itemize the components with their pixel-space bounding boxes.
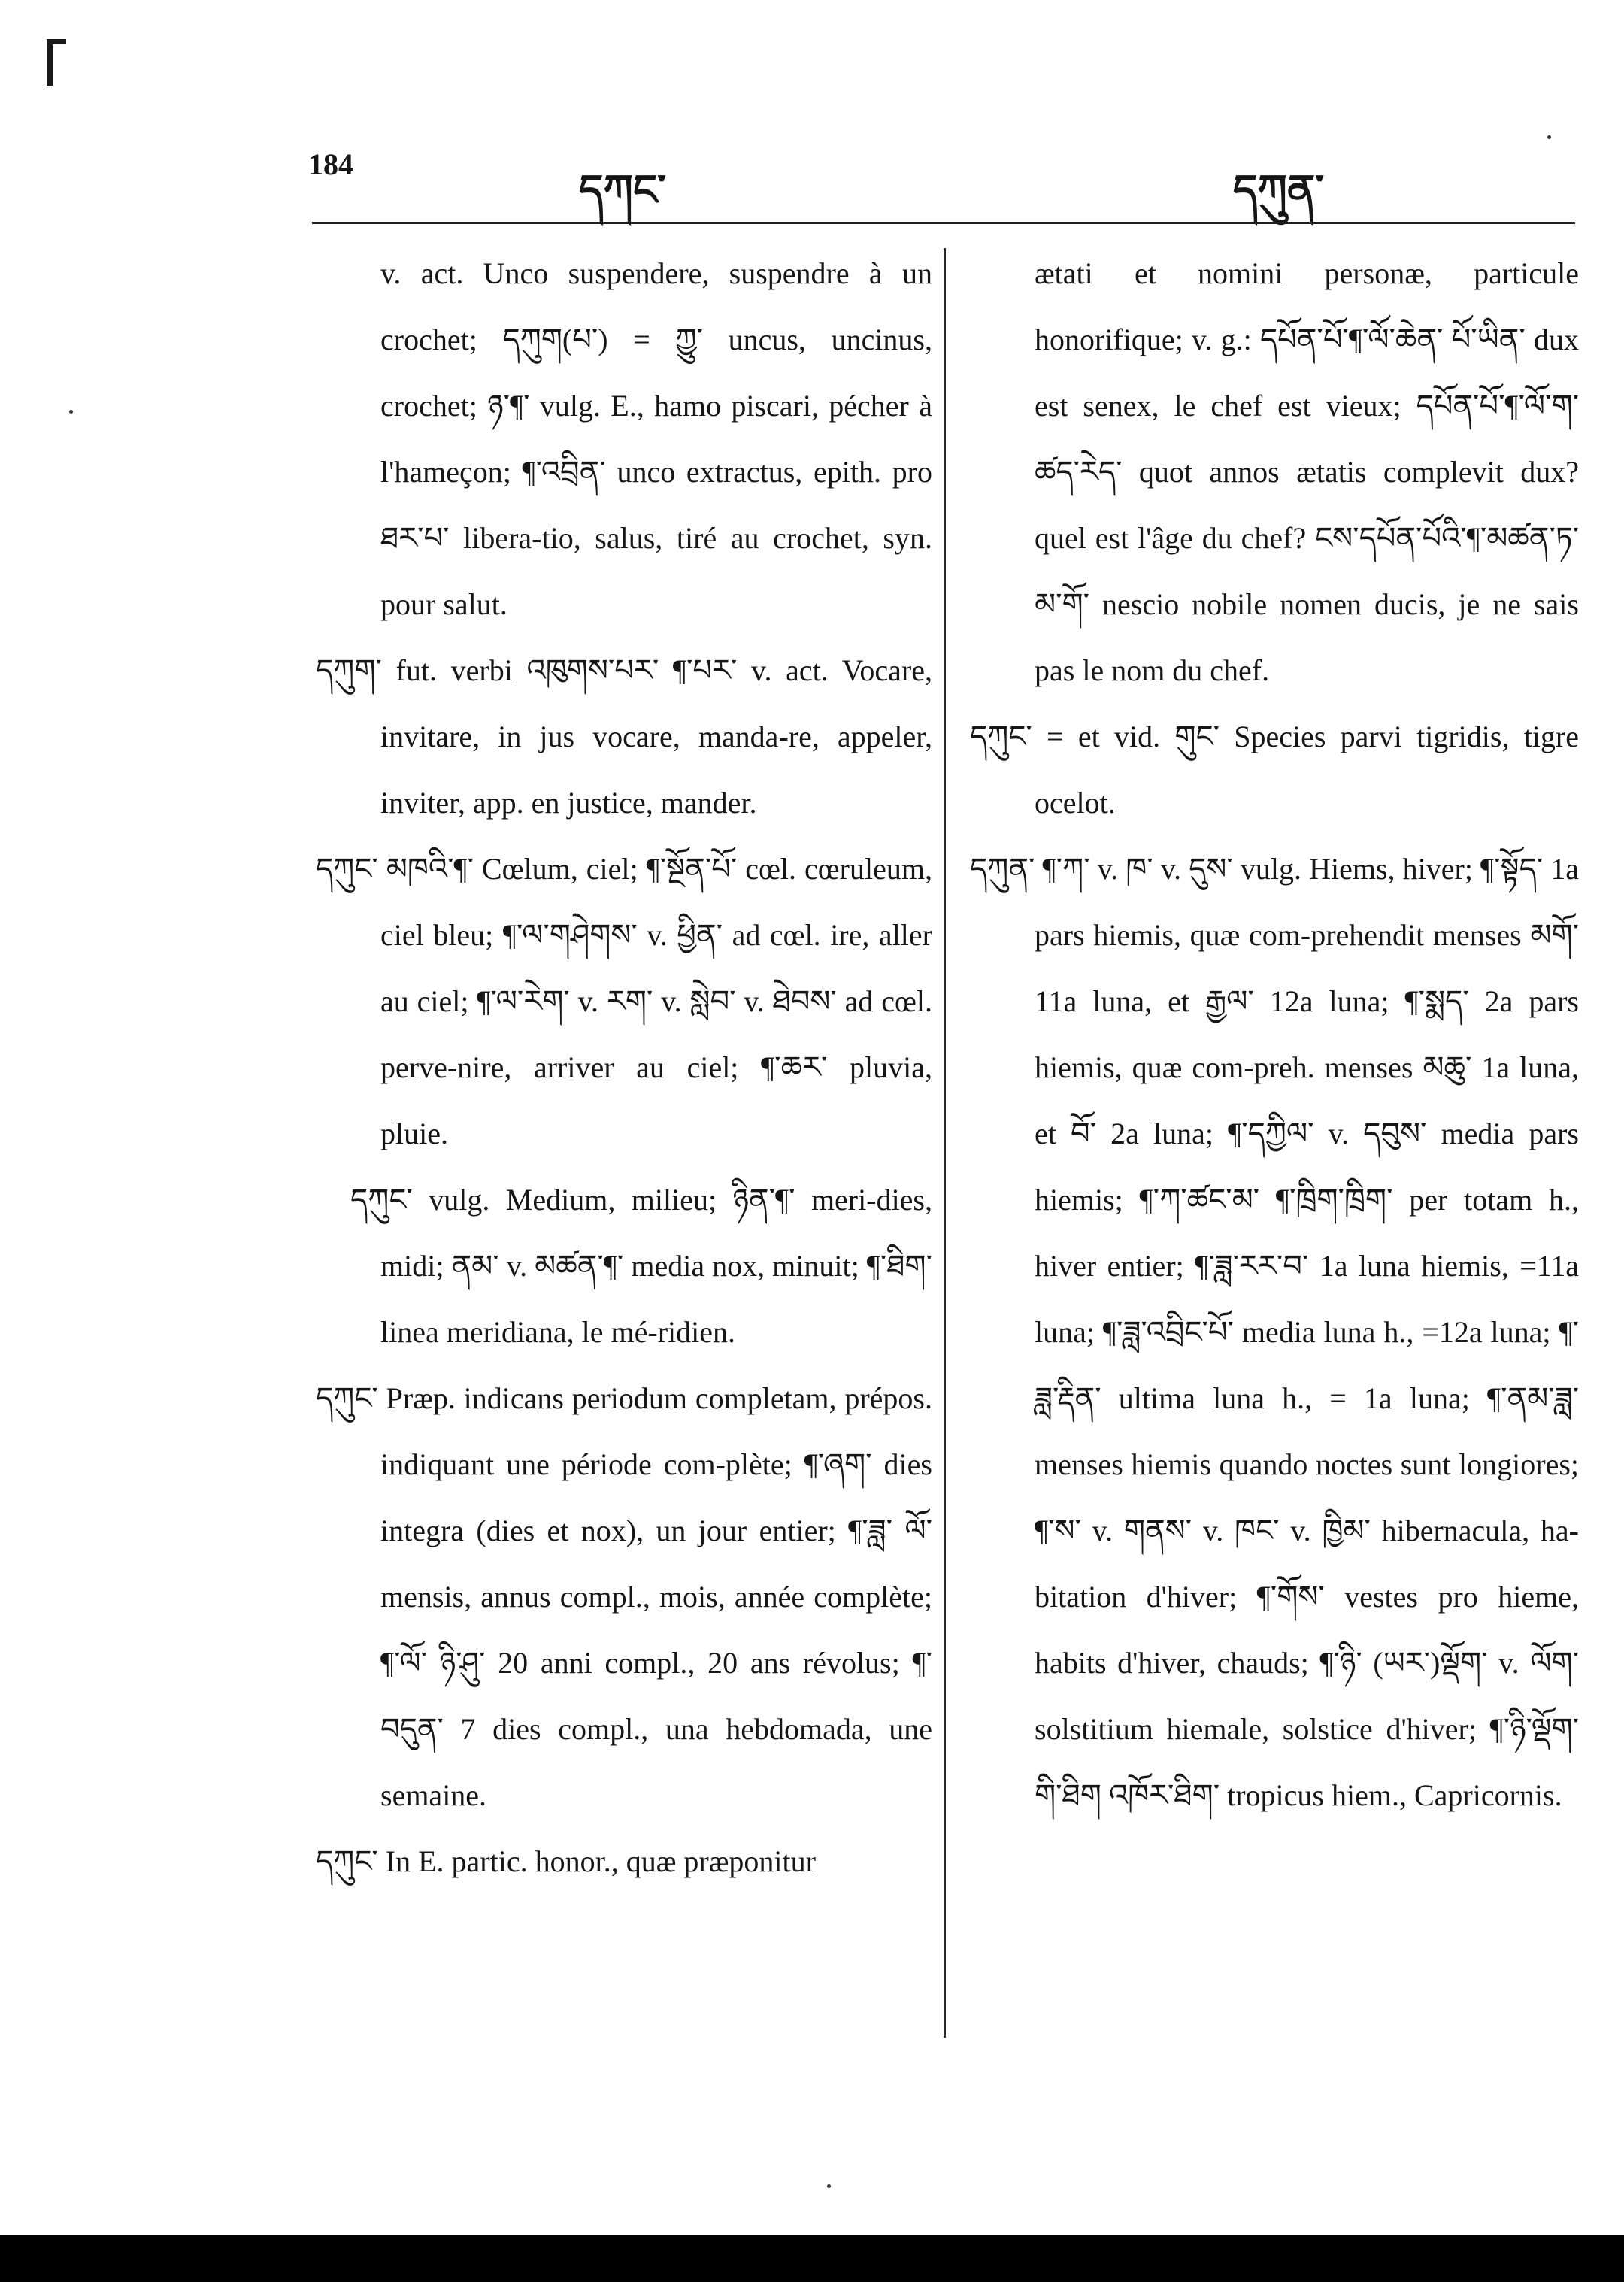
left-column <box>316 241 932 1895</box>
dictionary-subentry: དཀུང་ vulg. Medium, milieu; ཉིན་¶་ meri-dies, midi; ནམ་ v. མཚན་¶་ media nox, minuit; ¶་ཐིག་ linea meridiana, le mé-ridien. <box>350 1183 932 1349</box>
dictionary-entry: དཀུང་ Præp. indicans periodum completam, prépos. indiquant une période com-plète; ¶་ཞག་ dies integra (dies et nox), un jour entier; ¶་ཟླ་ ལོ་ mensis, annus compl., mois, année complète; ¶་ལོ་ ཉི་ཤུ་ 20 anni compl., 20 ans révolus; ¶་བདུན་ 7 dies compl., una hebdomada, une semaine. <box>316 1381 932 1812</box>
dictionary-entry-continuation: ætati et nomini personæ, particule honorifique; v. g.: དཔོན་པོ་¶་ལོ་ཆེན་ པོ་ཡིན་ dux est senex, le chef est vieux; དཔོན་པོ་¶་ལོ་ག་ཚད་རེད་ quot annos ætatis complevit dux? quel est l'âge du chef? ངས་དཔོན་པོའི་¶་མཚན་ཏ་མ་གོ་ nescio nobile nomen ducis, je ne sais pas le nom du chef. <box>1035 256 1579 687</box>
print-speck <box>69 410 73 414</box>
print-speck <box>1547 135 1551 139</box>
dictionary-entry: དཀུན་ ¶་ཀ་ v. ཁ་ v. དུས་ vulg. Hiems, hiver; ¶་སྟོད་ 1a pars hiemis, quæ com-prehendit menses མགོ་ 11a luna, et རྒྱལ་ 12a luna; ¶་སྨད་ 2a pars hiemis, quæ com-preh. menses མཆུ་ 1a luna, et བོ་ 2a luna; ¶་དཀྱིལ་ v. དབུས་ media pars hiemis; ¶་ཀ་ཚང་མ་ ¶་ཁྲིག་ཁྲིག་ per totam h., hiver entier; ¶་ཟླ་རར་བ་ 1a luna hiemis, =11a luna; ¶་ཟླ་འབྲིང་པོ་ media luna h., =12a luna; ¶་ཟླ་རྡིན་ ultima luna h., = 1a luna; ¶་ནམ་ཟླ་ menses hiemis quando noctes sunt longiores; ¶་ས་ v. གནས་ v. ཁང་ v. ཁྱིམ་ hibernacula, ha-bitation d'hiver; ¶་གོས་ vestes pro hieme, habits d'hiver, chauds; ¶་ཉི་ (ཡར་)ལྡོག་ v. ལོག་ solstitium hiemale, solstice d'hiver; ¶་ཉི་ལྡོག་གི་ཐིག འཁོར་ཐིག་ tropicus hiem., Capricornis. <box>970 852 1579 1812</box>
corner-crop-mark <box>47 39 53 86</box>
scan-bottom-border <box>0 2235 1624 2282</box>
header-rule <box>312 222 1575 224</box>
right-column <box>970 241 1579 1829</box>
running-head-left: དཀང་ <box>579 168 666 214</box>
running-head-right: དཀུན་ <box>1233 168 1324 214</box>
dictionary-entry: དཀུང་ མཁའི་¶་ Cœlum, ciel; ¶་སྔོན་པོ་ cœl. cœruleum, ciel bleu; ¶་ལ་གཤེགས་ v. ཕྱིན་ ad cœl. ire, aller au ciel; ¶་ལ་རེག་ v. རག་ v. སླེབ་ v. ཐེབས་ ad cœl. perve-nire, arriver au ciel; ¶་ཆར་ pluvia, pluie. <box>316 852 932 1150</box>
dictionary-entry: དཀུག་ fut. verbi འཁུགས་པར་ ¶་པར་ v. act. Vocare, invitare, in jus vocare, manda-re, appeler, inviter, app. en justice, mander. <box>316 653 932 820</box>
column-divider <box>944 248 946 2038</box>
dictionary-entry-continuation: v. act. Unco suspendere, suspendre à un crochet; དཀུག(པ་) = ཀྱུ་ uncus, uncinus, crochet; ཉ་¶་ vulg. E., hamo piscari, pécher à l'hameçon; ¶་འབྲིན་ unco extractus, epith. pro ཐར་པ་ libera-tio, salus, tiré au crochet, syn. pour salut. <box>380 256 932 621</box>
print-speck <box>827 2184 831 2188</box>
page-number: 184 <box>308 147 353 181</box>
dictionary-entry: དཀུང་ = et vid. གུང་ Species parvi tigridis, tigre ocelot. <box>970 720 1579 820</box>
dictionary-entry: དཀུང་ In E. partic. honor., quæ præponitur <box>316 1844 816 1878</box>
